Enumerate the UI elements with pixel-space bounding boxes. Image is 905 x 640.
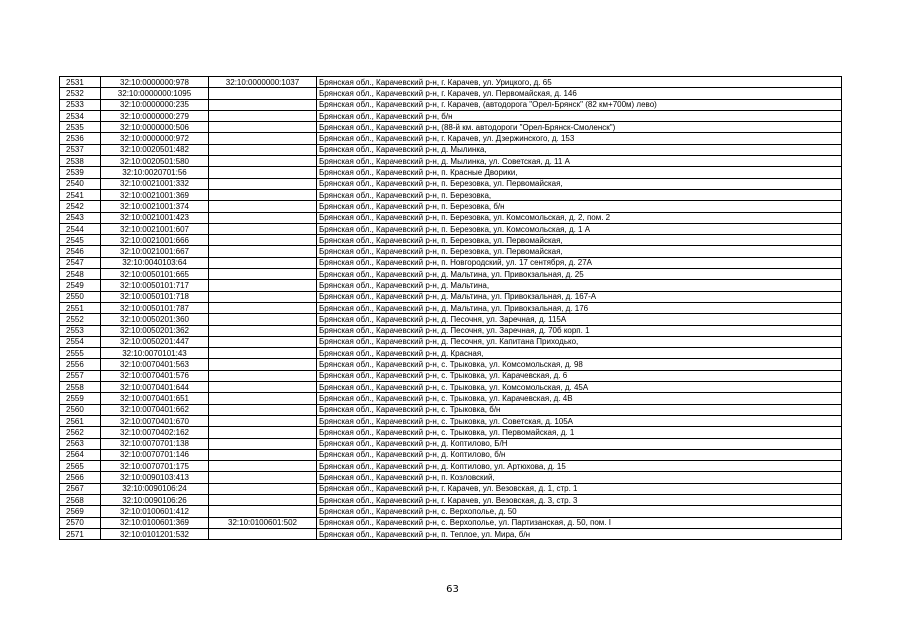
related-cadastral-number-cell (209, 382, 317, 393)
row-number-cell: 2562 (60, 427, 101, 438)
cadastral-number-cell: 32:10:0070401:670 (101, 415, 209, 426)
cadastral-number-cell: 32:10:0021001:332 (101, 178, 209, 189)
address-cell: Брянская обл., Карачевский р-н, с. Верхополье, д. 50 (317, 506, 842, 517)
cadastral-number-cell: 32:10:0021001:369 (101, 189, 209, 200)
cadastral-number-cell: 32:10:0000000:978 (101, 77, 209, 88)
cadastral-number-cell: 32:10:0070401:651 (101, 393, 209, 404)
cadastral-number-cell: 32:10:0050201:362 (101, 325, 209, 336)
row-number-cell: 2555 (60, 348, 101, 359)
address-cell: Брянская обл., Карачевский р-н, д. Песочня, ул. Капитана Приходько, (317, 336, 842, 347)
cadastral-number-cell: 32:10:0070401:576 (101, 370, 209, 381)
cadastral-number-cell: 32:10:0050101:717 (101, 280, 209, 291)
row-number-cell: 2570 (60, 517, 101, 528)
cadastral-number-cell: 32:10:0021001:423 (101, 212, 209, 223)
cadastral-number-cell: 32:10:0040103:64 (101, 257, 209, 268)
table-row (60, 449, 842, 460)
row-number-cell: 2537 (60, 144, 101, 155)
cadastral-number-cell: 32:10:0021001:666 (101, 235, 209, 246)
table-row (60, 415, 842, 426)
table-row (60, 302, 842, 313)
row-number-cell: 2538 (60, 156, 101, 167)
row-number-cell: 2563 (60, 438, 101, 449)
table-row (60, 280, 842, 291)
table-row (60, 156, 842, 167)
address-cell: Брянская обл., Карачевский р-н, с. Трыковка, ул. Советская, д. 105А (317, 415, 842, 426)
related-cadastral-number-cell (209, 223, 317, 234)
row-number-cell: 2547 (60, 257, 101, 268)
table-row (60, 517, 842, 528)
address-cell: Брянская обл., Карачевский р-н, д. Коптилово, Б/Н (317, 438, 842, 449)
related-cadastral-number-cell (209, 370, 317, 381)
related-cadastral-number-cell (209, 178, 317, 189)
row-number-cell: 2567 (60, 483, 101, 494)
row-number-cell: 2566 (60, 472, 101, 483)
related-cadastral-number-cell (209, 415, 317, 426)
row-number-cell: 2531 (60, 77, 101, 88)
cadastral-number-cell: 32:10:0050101:787 (101, 302, 209, 313)
related-cadastral-number-cell (209, 359, 317, 370)
address-cell: Брянская обл., Карачевский р-н, г. Карачев, ул. Урицкого, д. 65 (317, 77, 842, 88)
cadastral-table (59, 76, 842, 540)
address-cell: Брянская обл., Карачевский р-н, п. Березовка, ул. Первомайская, (317, 178, 842, 189)
table-row (60, 291, 842, 302)
row-number-cell: 2536 (60, 133, 101, 144)
page-number: 63 (446, 584, 459, 595)
related-cadastral-number-cell (209, 404, 317, 415)
table-row (60, 257, 842, 268)
cadastral-number-cell: 32:10:0050101:718 (101, 291, 209, 302)
related-cadastral-number-cell (209, 156, 317, 167)
table-row (60, 178, 842, 189)
address-cell: Брянская обл., Карачевский р-н, д. Мальтина, ул. Привокзальная, д. 25 (317, 269, 842, 280)
row-number-cell: 2551 (60, 302, 101, 313)
address-cell: Брянская обл., Карачевский р-н, г. Карачев, ул. Везовская, д. 1, стр. 1 (317, 483, 842, 494)
address-cell: Брянская обл., Карачевский р-н, п. Березовка, ул. Первомайская, (317, 235, 842, 246)
related-cadastral-number-cell (209, 506, 317, 517)
row-number-cell: 2561 (60, 415, 101, 426)
cadastral-number-cell: 32:10:0070401:662 (101, 404, 209, 415)
cadastral-number-cell: 32:10:0020501:580 (101, 156, 209, 167)
cadastral-number-cell: 32:10:0100601:369 (101, 517, 209, 528)
address-cell: Брянская обл., Карачевский р-н, д. Мальтина, ул. Привокзальная, д. 176 (317, 302, 842, 313)
row-number-cell: 2548 (60, 269, 101, 280)
row-number-cell: 2540 (60, 178, 101, 189)
related-cadastral-number-cell (209, 167, 317, 178)
cadastral-number-cell: 32:10:0020701:56 (101, 167, 209, 178)
row-number-cell: 2569 (60, 506, 101, 517)
cadastral-number-cell: 32:10:0070701:138 (101, 438, 209, 449)
related-cadastral-number-cell (209, 449, 317, 460)
cadastral-number-cell: 32:10:0101201:532 (101, 528, 209, 539)
related-cadastral-number-cell (209, 269, 317, 280)
table-row (60, 472, 842, 483)
cadastral-number-cell: 32:10:0000000:279 (101, 110, 209, 121)
related-cadastral-number-cell: 32:10:0000000:1037 (209, 77, 317, 88)
row-number-cell: 2543 (60, 212, 101, 223)
cadastral-number-cell: 32:10:0090106:26 (101, 494, 209, 505)
related-cadastral-number-cell (209, 314, 317, 325)
cadastral-table-container (59, 76, 842, 540)
related-cadastral-number-cell (209, 133, 317, 144)
address-cell: Брянская обл., Карачевский р-н, п. Березовка, ул. Комсомольская, д. 1 А (317, 223, 842, 234)
table-row (60, 212, 842, 223)
address-cell: Брянская обл., Карачевский р-н, с. Трыковка, ул. Карачевская, д. 4В (317, 393, 842, 404)
related-cadastral-number-cell (209, 235, 317, 246)
row-number-cell: 2549 (60, 280, 101, 291)
cadastral-number-cell: 32:10:0090106:24 (101, 483, 209, 494)
row-number-cell: 2545 (60, 235, 101, 246)
related-cadastral-number-cell: 32:10:0100601:502 (209, 517, 317, 528)
table-row (60, 506, 842, 517)
table-row (60, 438, 842, 449)
related-cadastral-number-cell (209, 110, 317, 121)
table-row (60, 427, 842, 438)
related-cadastral-number-cell (209, 325, 317, 336)
address-cell: Брянская обл., Карачевский р-н, г. Карачев, ул. Первомайская, д. 146 (317, 88, 842, 99)
address-cell: Брянская обл., Карачевский р-н, п. Березовка, ул. Первомайская, (317, 246, 842, 257)
table-row (60, 359, 842, 370)
cadastral-number-cell: 32:10:0021001:607 (101, 223, 209, 234)
address-cell: Брянская обл., Карачевский р-н, г. Карачев, (автодорога "Орел-Брянск" (82 км+700м) лево) (317, 99, 842, 110)
address-cell: Брянская обл., Карачевский р-н, п. Березовка, (317, 189, 842, 200)
table-row (60, 461, 842, 472)
cadastral-number-cell: 32:10:0050201:447 (101, 336, 209, 347)
cadastral-number-cell: 32:10:0000000:1095 (101, 88, 209, 99)
cadastral-number-cell: 32:10:0050101:665 (101, 269, 209, 280)
row-number-cell: 2539 (60, 167, 101, 178)
row-number-cell: 2542 (60, 201, 101, 212)
table-row (60, 269, 842, 280)
related-cadastral-number-cell (209, 122, 317, 133)
table-row (60, 223, 842, 234)
address-cell: Брянская обл., Карачевский р-н, с. Верхополье, ул. Партизанская, д. 50, пом. I (317, 517, 842, 528)
table-row (60, 133, 842, 144)
table-row (60, 88, 842, 99)
row-number-cell: 2558 (60, 382, 101, 393)
address-cell: Брянская обл., Карачевский р-н, г. Карачев, ул. Дзержинского, д. 153 (317, 133, 842, 144)
row-number-cell: 2559 (60, 393, 101, 404)
cadastral-number-cell: 32:10:0000000:235 (101, 99, 209, 110)
address-cell: Брянская обл., Карачевский р-н, п. Новгородский, ул. 17 сентября, д. 27А (317, 257, 842, 268)
table-row (60, 370, 842, 381)
table-row (60, 348, 842, 359)
table-body (60, 77, 842, 540)
cadastral-number-cell: 32:10:0070701:175 (101, 461, 209, 472)
related-cadastral-number-cell (209, 201, 317, 212)
cadastral-number-cell: 32:10:0070401:644 (101, 382, 209, 393)
row-number-cell: 2532 (60, 88, 101, 99)
row-number-cell: 2568 (60, 494, 101, 505)
row-number-cell: 2541 (60, 189, 101, 200)
related-cadastral-number-cell (209, 212, 317, 223)
related-cadastral-number-cell (209, 483, 317, 494)
related-cadastral-number-cell (209, 472, 317, 483)
address-cell: Брянская обл., Карачевский р-н, (88-й км. автодороги "Орел-Брянск-Смоленск") (317, 122, 842, 133)
address-cell: Брянская обл., Карачевский р-н, д. Мальтина, ул. Привокзальная, д. 167-А (317, 291, 842, 302)
row-number-cell: 2544 (60, 223, 101, 234)
address-cell: Брянская обл., Карачевский р-н, д. Мылинка, ул. Советская, д. 11 А (317, 156, 842, 167)
row-number-cell: 2534 (60, 110, 101, 121)
table-row (60, 483, 842, 494)
cadastral-number-cell: 32:10:0090103:413 (101, 472, 209, 483)
address-cell: Брянская обл., Карачевский р-н, с. Трыковка, ул. Комсомольская, д. 98 (317, 359, 842, 370)
cadastral-number-cell: 32:10:0020501:482 (101, 144, 209, 155)
related-cadastral-number-cell (209, 427, 317, 438)
row-number-cell: 2550 (60, 291, 101, 302)
related-cadastral-number-cell (209, 393, 317, 404)
table-row (60, 246, 842, 257)
address-cell: Брянская обл., Карачевский р-н, д. Песочня, ул. Заречная, д. 115А (317, 314, 842, 325)
address-cell: Брянская обл., Карачевский р-н, с. Трыковка, ул. Первомайская, д. 1 (317, 427, 842, 438)
address-cell: Брянская обл., Карачевский р-н, п. Теплое, ул. Мира, б/н (317, 528, 842, 539)
related-cadastral-number-cell (209, 144, 317, 155)
related-cadastral-number-cell (209, 291, 317, 302)
cadastral-number-cell: 32:10:0050201:360 (101, 314, 209, 325)
address-cell: Брянская обл., Карачевский р-н, п. Козловский, (317, 472, 842, 483)
cadastral-number-cell: 32:10:0070402:162 (101, 427, 209, 438)
table-row (60, 393, 842, 404)
related-cadastral-number-cell (209, 280, 317, 291)
row-number-cell: 2556 (60, 359, 101, 370)
cadastral-number-cell: 32:10:0000000:972 (101, 133, 209, 144)
table-row (60, 382, 842, 393)
address-cell: Брянская обл., Карачевский р-н, п. Березовка, ул. Комсомольская, д. 2, пом. 2 (317, 212, 842, 223)
address-cell: Брянская обл., Карачевский р-н, г. Карачев, ул. Везовская, д. 3, стр. 3 (317, 494, 842, 505)
row-number-cell: 2571 (60, 528, 101, 539)
related-cadastral-number-cell (209, 302, 317, 313)
related-cadastral-number-cell (209, 461, 317, 472)
table-row (60, 494, 842, 505)
related-cadastral-number-cell (209, 88, 317, 99)
row-number-cell: 2557 (60, 370, 101, 381)
related-cadastral-number-cell (209, 99, 317, 110)
row-number-cell: 2565 (60, 461, 101, 472)
address-cell: Брянская обл., Карачевский р-н, с. Трыковка, ул. Карачевская, д. 6 (317, 370, 842, 381)
table-row (60, 336, 842, 347)
cadastral-number-cell: 32:10:0021001:374 (101, 201, 209, 212)
address-cell: Брянская обл., Карачевский р-н, д. Мылинка, (317, 144, 842, 155)
cadastral-number-cell: 32:10:0021001:667 (101, 246, 209, 257)
related-cadastral-number-cell (209, 257, 317, 268)
table-row (60, 325, 842, 336)
related-cadastral-number-cell (209, 348, 317, 359)
table-row (60, 77, 842, 88)
cadastral-number-cell: 32:10:0070401:563 (101, 359, 209, 370)
address-cell: Брянская обл., Карачевский р-н, п. Красные Дворики, (317, 167, 842, 178)
table-row (60, 99, 842, 110)
table-row (60, 122, 842, 133)
related-cadastral-number-cell (209, 336, 317, 347)
table-row (60, 110, 842, 121)
row-number-cell: 2553 (60, 325, 101, 336)
address-cell: Брянская обл., Карачевский р-н, б/н (317, 110, 842, 121)
related-cadastral-number-cell (209, 189, 317, 200)
related-cadastral-number-cell (209, 528, 317, 539)
related-cadastral-number-cell (209, 438, 317, 449)
address-cell: Брянская обл., Карачевский р-н, д. Коптилово, б/н (317, 449, 842, 460)
row-number-cell: 2546 (60, 246, 101, 257)
address-cell: Брянская обл., Карачевский р-н, п. Березовка, б/н (317, 201, 842, 212)
row-number-cell: 2560 (60, 404, 101, 415)
table-row (60, 235, 842, 246)
cadastral-number-cell: 32:10:0000000:506 (101, 122, 209, 133)
row-number-cell: 2564 (60, 449, 101, 460)
table-row (60, 167, 842, 178)
cadastral-number-cell: 32:10:0070101:43 (101, 348, 209, 359)
address-cell: Брянская обл., Карачевский р-н, д. Песочня, ул. Заречная, д. 70б корп. 1 (317, 325, 842, 336)
row-number-cell: 2533 (60, 99, 101, 110)
table-row (60, 201, 842, 212)
table-row (60, 404, 842, 415)
address-cell: Брянская обл., Карачевский р-н, с. Трыковка, ул. Комсомольская, д. 45А (317, 382, 842, 393)
table-row (60, 314, 842, 325)
table-row (60, 528, 842, 539)
table-row (60, 144, 842, 155)
address-cell: Брянская обл., Карачевский р-н, д. Красная, (317, 348, 842, 359)
row-number-cell: 2535 (60, 122, 101, 133)
cadastral-number-cell: 32:10:0100601:412 (101, 506, 209, 517)
cadastral-number-cell: 32:10:0070701:146 (101, 449, 209, 460)
row-number-cell: 2552 (60, 314, 101, 325)
row-number-cell: 2554 (60, 336, 101, 347)
address-cell: Брянская обл., Карачевский р-н, д. Коптилово, ул. Артюхова, д. 15 (317, 461, 842, 472)
related-cadastral-number-cell (209, 494, 317, 505)
table-row (60, 189, 842, 200)
related-cadastral-number-cell (209, 246, 317, 257)
address-cell: Брянская обл., Карачевский р-н, с. Трыковка, б/н (317, 404, 842, 415)
address-cell: Брянская обл., Карачевский р-н, д. Мальтина, (317, 280, 842, 291)
